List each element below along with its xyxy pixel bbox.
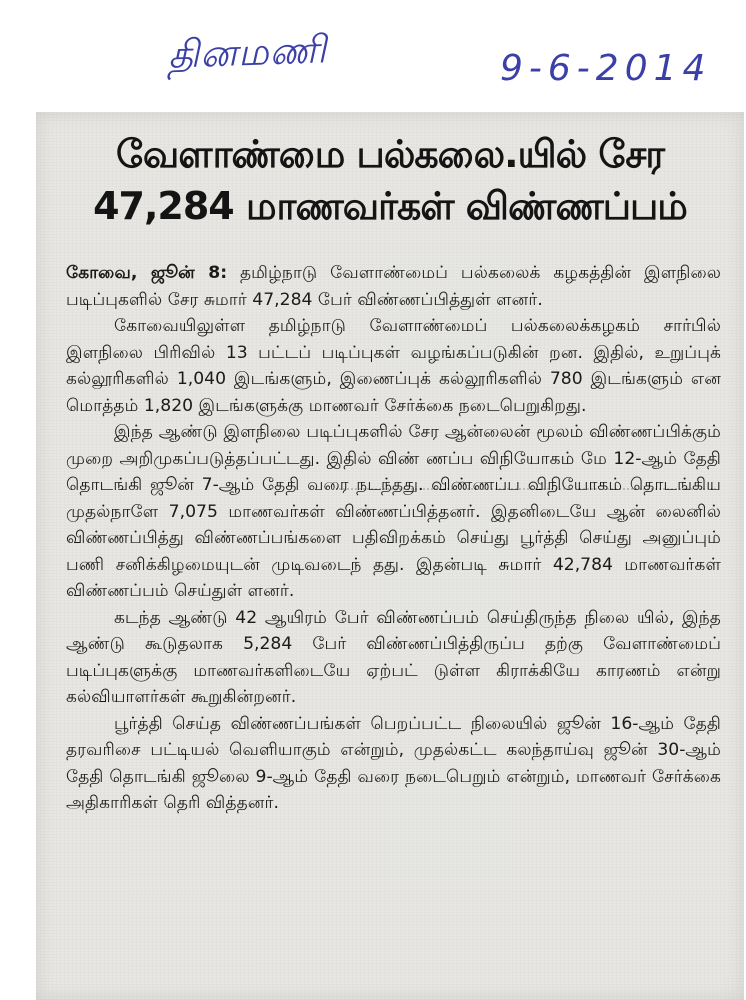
article-paragraph-4: கடந்த ஆண்டு 42 ஆயிரம் பேர் விண்ணப்பம் செய்திருந்த நிலை யில், இந்த ஆண்டு கூடுதலாக 5,284 பேர் விண்ணப்பித்திருப்ப தற்கு வேளாண்மைப் படிப்புகளுக்கு மாணவர்களிடையே ஏற்பட் டுள்ள கிராக்கியே காரணம் என்று கல்வியாளர்கள் கூறுகின்றனர். [66, 607, 721, 707]
print-dot-artifact [336, 488, 716, 490]
headline-line-1: வேளாண்மை பல்கலை.யில் சேர [115, 132, 665, 176]
article-paragraph-5: பூர்த்தி செய்த விண்ணப்பங்கள் பெறப்பட்ட நிலையில் ஜூன் 16-ஆம் தேதி தரவரிசை பட்டியல் வெளியாகும் என்றும், முதல்கட்ட கலந்தாய்வு ஜூன் 30-ஆம் தேதி தொடங்கி ஜூலை 9-ஆம் தேதி வரை நடைபெறும் என்றும், மாணவர் சேர்க்கை அதிகாரிகள் தெரி வித்தனர். [66, 713, 721, 813]
article-paragraph-3: இந்த ஆண்டு இளநிலை படிப்புகளில் சேர ஆன்லைன் மூலம் விண்ணப்பிக்கும் முறை அறிமுகப்படுத்தப்பட்டது. இதில் விண் ணப்ப விநியோகம் மே 12-ஆம் தேதி தொடங்கி ஜூன் 7-ஆம் தேதி வரை நடந்தது. விண்ணப்ப விநியோகம் தொடங்கிய முதல்நாளே 7,075 மாணவர்கள் விண்ணப்பித்தனர். இதனிடையே ஆன் லைனில் விண்ணப்பித்து விண்ணப்பங்களை பதிவிறக்கம் செய்து பூர்த்தி செய்து அனுப்பும் பணி சனிக்கிழமையுடன் முடிவடைந் தது. இதன்படி சுமார் 42,784 மாணவர்கள் விண்ணப்பம் செய்துள் ளனர். [66, 422, 721, 601]
handwritten-date: 9-6-2014 [500, 48, 712, 89]
headline-line-2: 47,284 மாணவர்கள் விண்ணப்பம் [93, 184, 687, 228]
article-paragraph-1 [66, 260, 721, 313]
article-paragraph-1-text: தமிழ்நாடு வேளாண்மைப் பல்கலைக் கழகத்தின் இளநிலை படிப்புகளில் சேர சுமார் 47,284 பேர் விண்ணப்பித்துள் ளனர். [66, 263, 722, 310]
article-paragraph-2: கோவையிலுள்ள தமிழ்நாடு வேளாண்மைப் பல்கலைக்கழகம் சார்பில் இளநிலை பிரிவில் 13 பட்டப் படிப்புகள் வழங்கப்படுகின் றன. இதில், உறுப்புக் கல்லூரிகளில் 1,040 இடங்களும், இணைப்புக் கல்லூரிகளில் 780 இடங்களும் என மொத்தம் 1,820 இடங்களுக்கு மாணவர் சேர்க்கை நடைபெறுகிறது. [66, 316, 721, 416]
handwritten-newspaper-name: தினமணி [167, 27, 328, 77]
article-dateline: கோவை, ஜூன் 8: [66, 263, 228, 283]
newspaper-clipping [36, 112, 744, 1000]
article-body [66, 260, 721, 817]
